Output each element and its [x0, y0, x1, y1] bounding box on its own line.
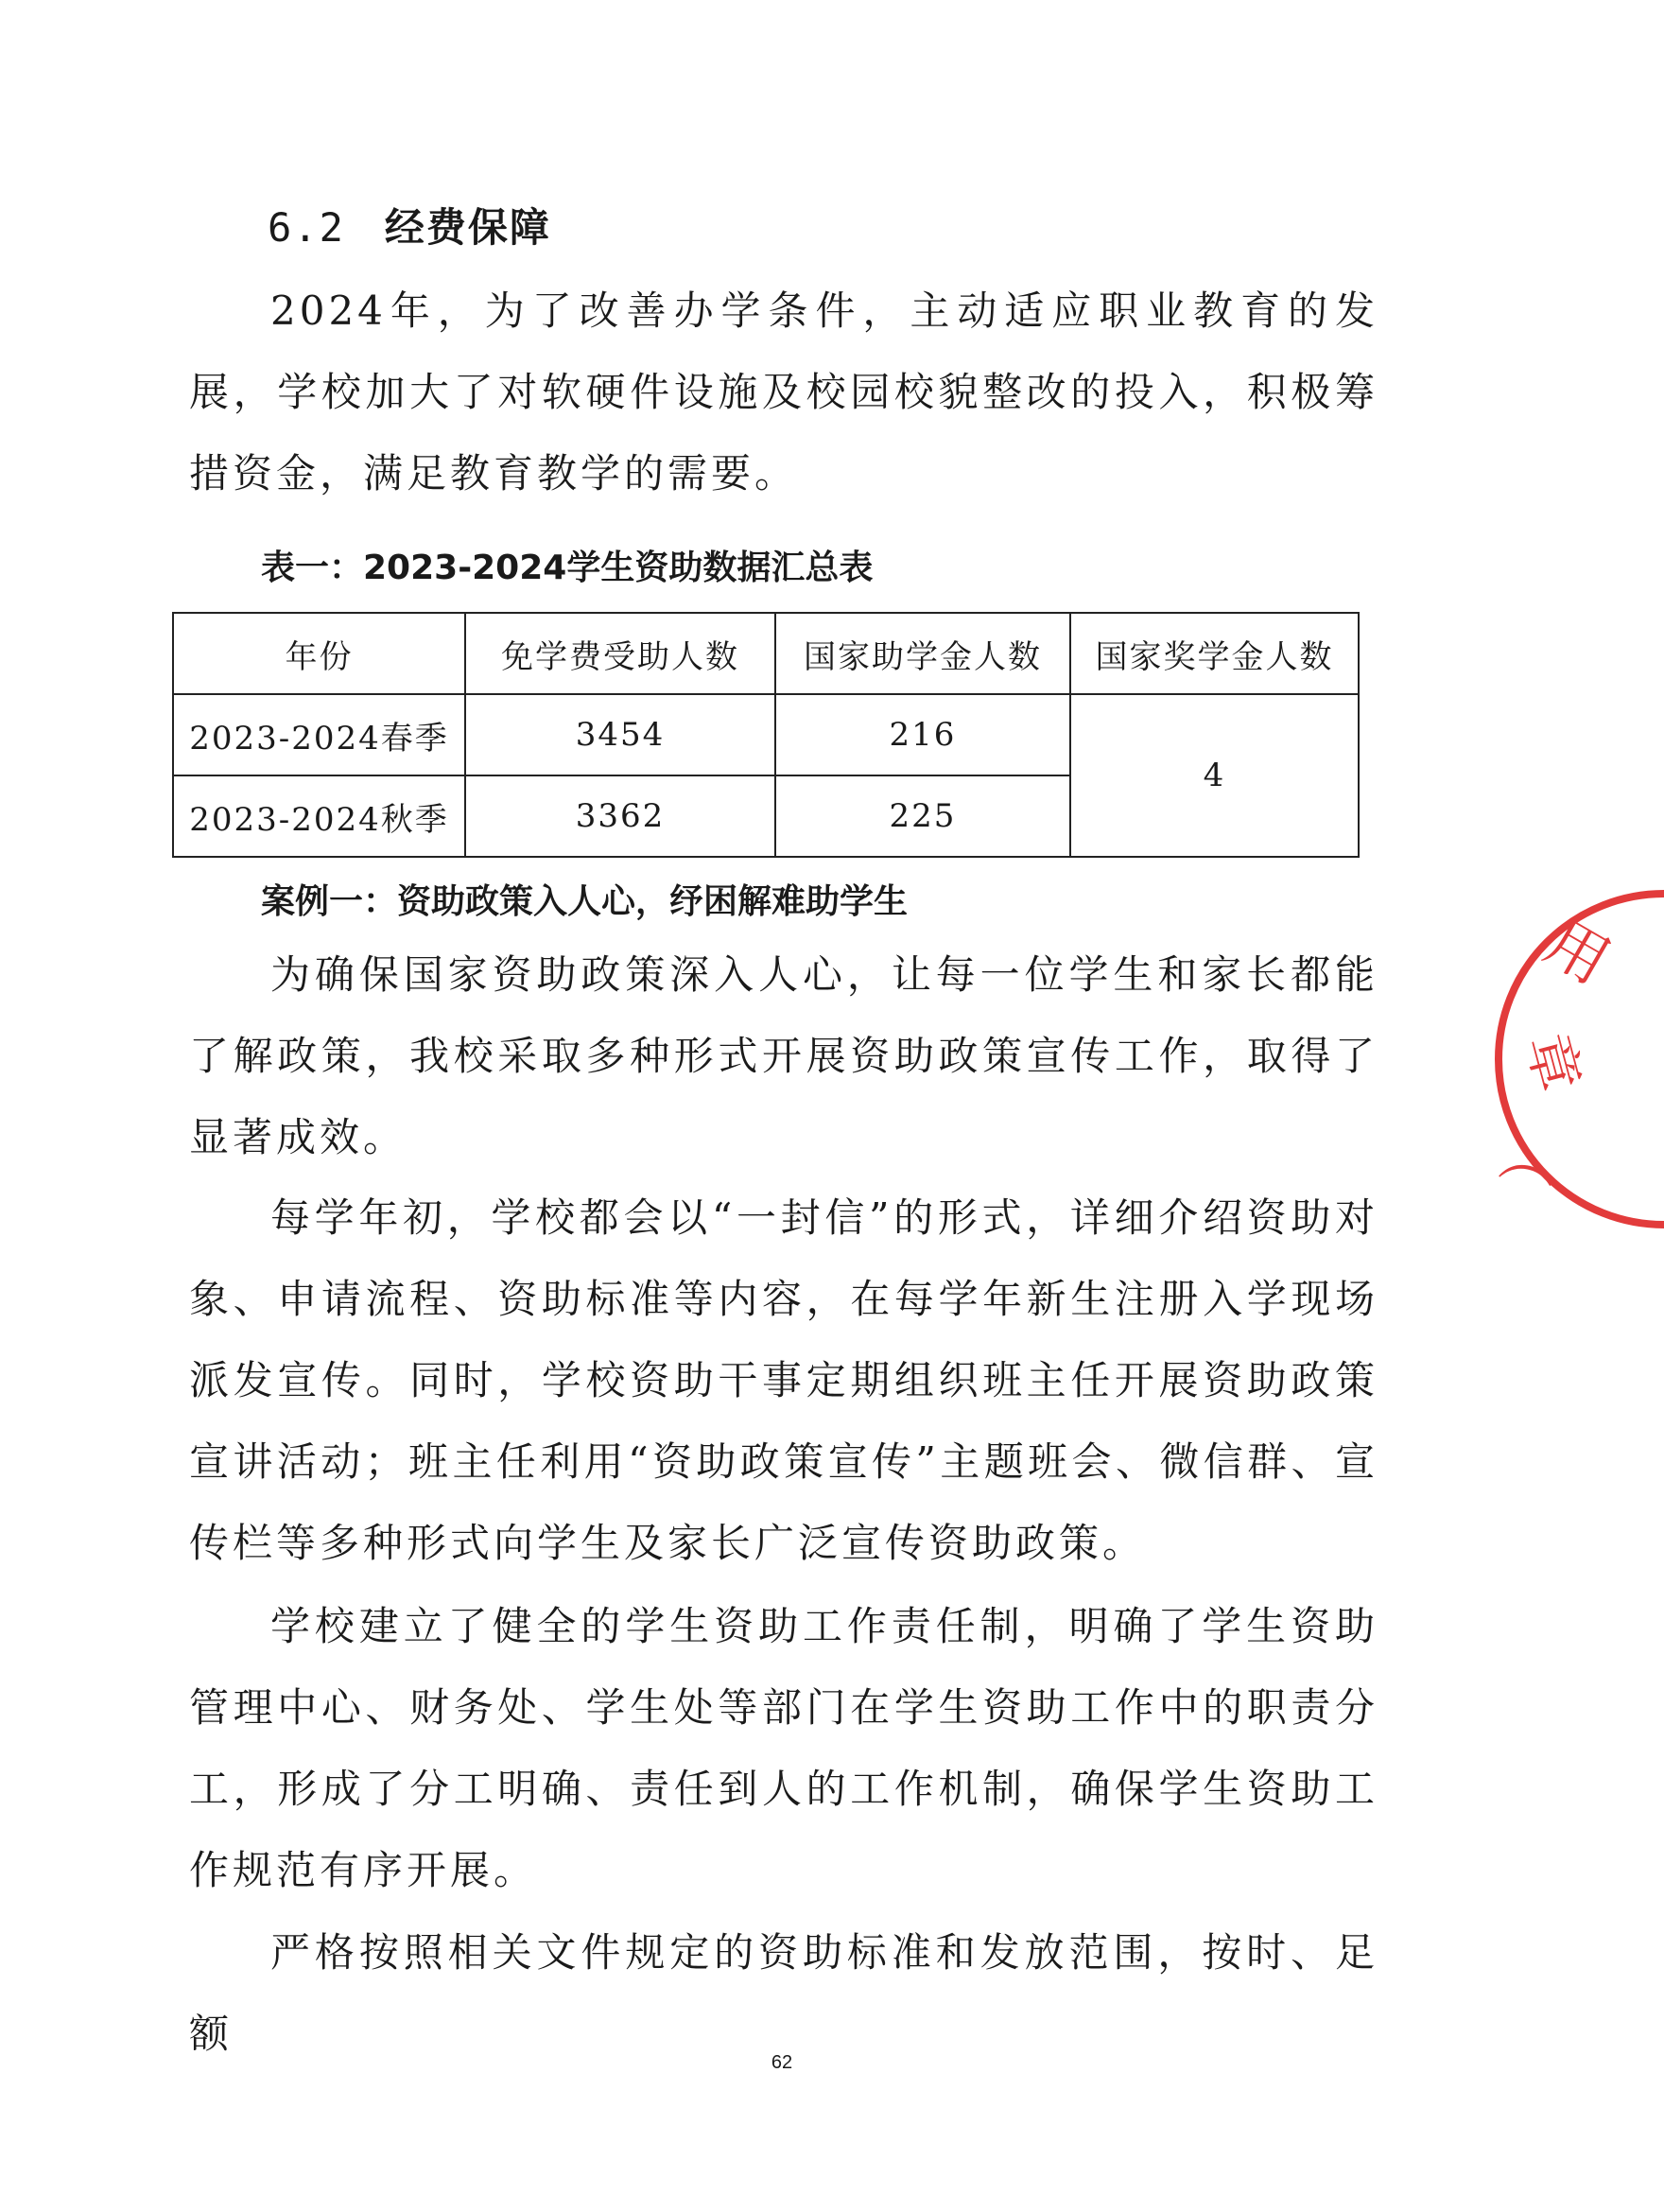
student-aid-table [172, 612, 1360, 858]
paragraph-funding: 2024年，为了改善办学条件，主动适应职业教育的发展，学校加大了对软硬件设施及校园校貌整改的投入，积极筹措资金，满足教育教学的需要。 [189, 287, 1378, 496]
table-row [173, 694, 1359, 775]
header-national-grant: 国家助学金人数 [775, 613, 1070, 694]
red-seal-stamp [1475, 889, 1664, 1229]
seal-char: 章 [1513, 1026, 1592, 1099]
header-national-scholarship: 国家奖学金人数 [1070, 613, 1359, 694]
paragraph-policy-intro: 为确保国家资助政策深入人心，让每一位学生和家长都能了解政策，我校采取多种形式开展资助政策宣传工作，取得了显著成效。 [189, 951, 1378, 1160]
paragraph-responsibility: 学校建立了健全的学生资助工作责任制，明确了学生资助管理中心、财务处、学生处等部门在学生资助工作中的职责分工，形成了分工明确、责任到人的工作机制，确保学生资助工作规范有序开展。 [189, 1603, 1378, 1893]
paragraph-standards: 严格按照相关文件规定的资助标准和发放范围，按时、足额 [189, 1929, 1378, 2057]
cell-year: 2023-2024春季 [173, 694, 465, 775]
cell-national-scholarship-merged: 4 [1070, 694, 1359, 857]
header-year: 年份 [173, 613, 465, 694]
cell-tuition-waiver: 3362 [465, 775, 775, 857]
table-caption: 表一：2023-2024学生资助数据汇总表 [261, 549, 874, 587]
cell-national-grant: 225 [775, 775, 1070, 857]
case-title: 案例一：资助政策入人心，纾困解难助学生 [261, 882, 909, 921]
cell-tuition-waiver: 3454 [465, 694, 775, 775]
section-title-text: 经费保障 [384, 204, 551, 251]
section-number: 6.2 [268, 204, 345, 251]
seal-char: 用 [1534, 907, 1621, 999]
table-header-row [173, 613, 1359, 694]
page-number: 62 [771, 2052, 793, 2073]
header-tuition-waiver: 免学费受助人数 [465, 613, 775, 694]
section-heading [268, 197, 551, 253]
seal-char: （ [1488, 1123, 1565, 1191]
cell-year: 2023-2024秋季 [173, 775, 465, 857]
cell-national-grant: 216 [775, 694, 1070, 775]
paragraph-publicity: 每学年初，学校都会以“一封信”的形式，详细介绍资助对象、申请流程、资助标准等内容，在每学年新生注册入学现场派发宣传。同时，学校资助干事定期组织班主任开展资助政策宣讲活动；班主任利用“资助政策宣传”主题班会、微信群、宣传栏等多种形式向学生及家长广泛宣传资助政策。 [189, 1194, 1378, 1566]
